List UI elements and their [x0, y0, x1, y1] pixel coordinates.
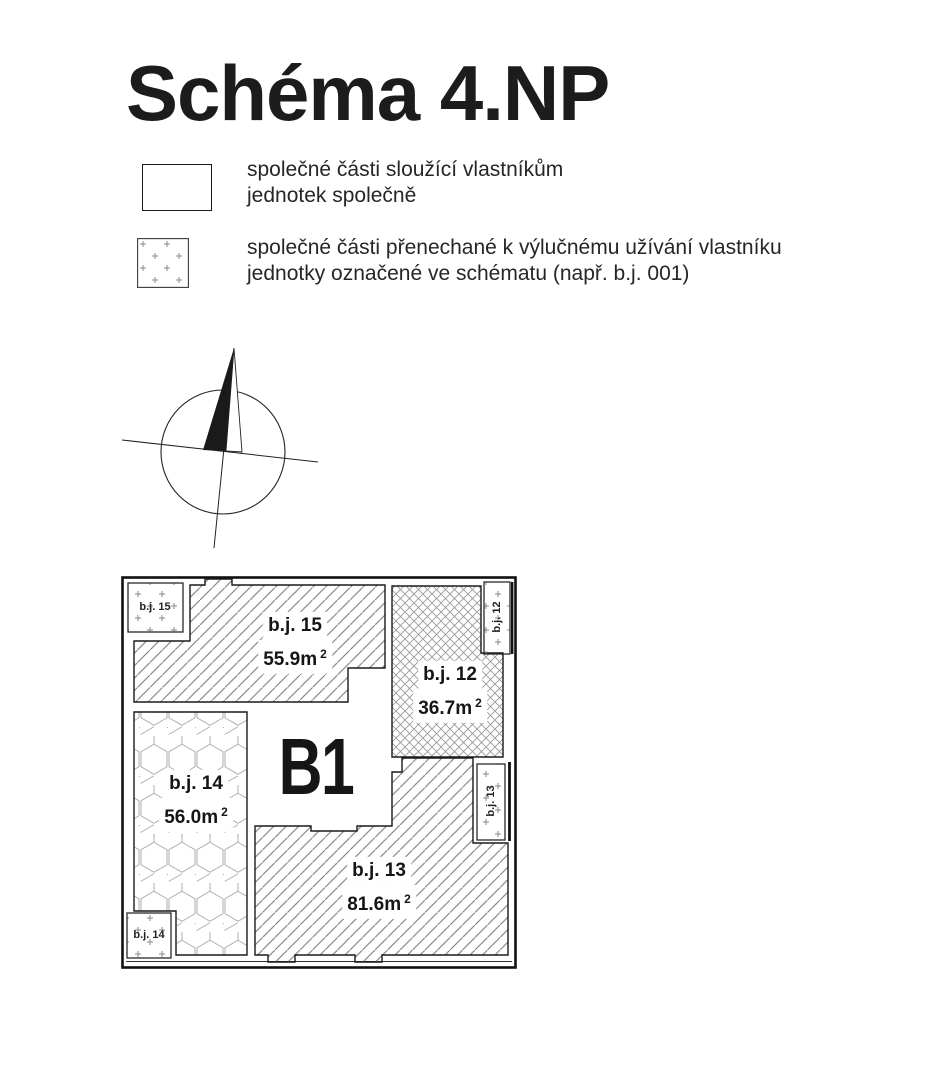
legend-line: jednotek společně: [247, 184, 417, 207]
unit-bj14-label: [159, 770, 233, 832]
unit-area: 55.9m: [263, 649, 318, 671]
unit-area-exponent: 2: [475, 695, 482, 710]
balcony-bj15-label: b.j. 15: [139, 601, 171, 613]
north-arrow: [122, 348, 318, 548]
unit-bj12-label: [413, 661, 487, 723]
unit-area-exponent: 2: [221, 804, 228, 819]
unit-area-exponent: 2: [320, 646, 327, 661]
unit-bj15-label: [258, 612, 332, 674]
unit-area: 81.6m: [347, 894, 402, 916]
balcony-bj12-label: b.j. 12: [491, 601, 503, 633]
legend-line: společné části sloužící vlastníkům: [247, 158, 564, 181]
building-label: B1: [278, 722, 354, 811]
unit-bj13-label: [342, 857, 416, 919]
unit-name: b.j. 15: [263, 612, 327, 640]
unit-area: 36.7m: [418, 698, 473, 720]
unit-name: b.j. 12: [418, 661, 482, 689]
legend-line: jednotky označené ve schématu (např. b.j. 001): [247, 262, 690, 285]
unit-area: 56.0m: [164, 807, 219, 829]
unit-area-exponent: 2: [404, 891, 411, 906]
balcony-bj14-label: b.j. 14: [133, 929, 165, 941]
unit-name: b.j. 14: [164, 770, 228, 798]
balcony-bj13-label: b.j. 13: [485, 785, 497, 817]
unit-name: b.j. 13: [347, 857, 411, 885]
legend-line: společné části přenechané k výlučnému užívání vlastníku: [247, 236, 782, 259]
page-title: Schéma 4.NP: [126, 49, 610, 137]
